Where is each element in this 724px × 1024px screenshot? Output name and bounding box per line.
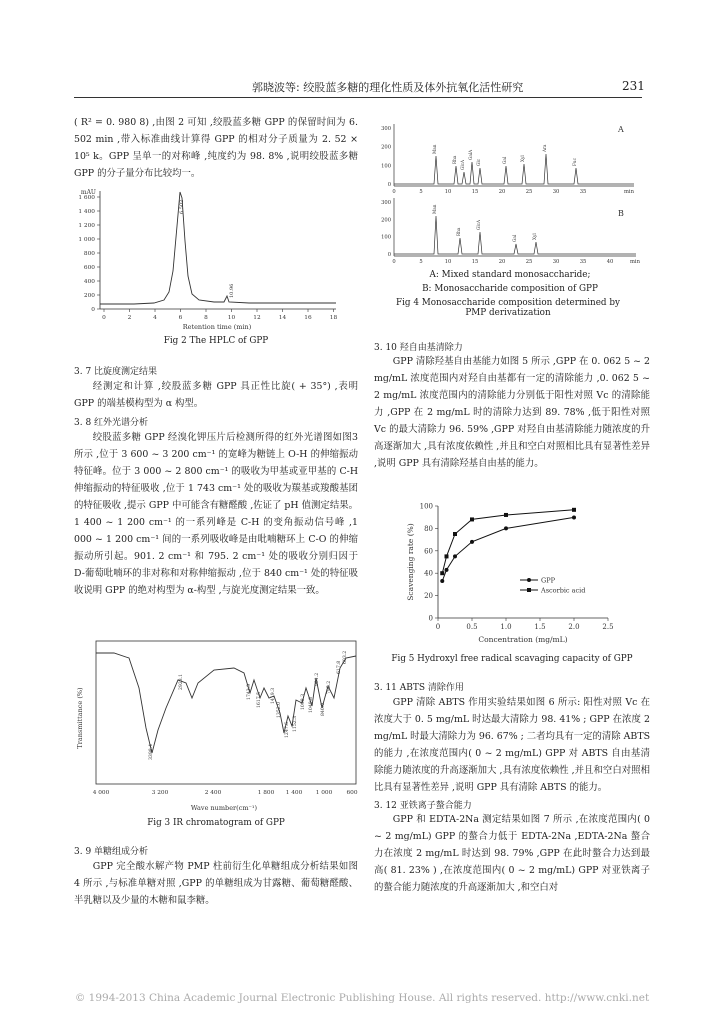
fig4-y-ticks-b (381, 200, 391, 258)
fig2-x-tick-label: 2 (127, 315, 132, 321)
fig5-point-gpp (440, 579, 444, 583)
fig3-peak-label: 1419.3 (271, 687, 276, 704)
fig4-y-tick-label: 100 (381, 234, 391, 241)
fig2-y-tick-label: 1 400 (78, 209, 95, 215)
fig3-caption: Fig 3 IR chromatogram of GPP (147, 818, 285, 828)
fig3-x-tick-label: 3 200 (151, 790, 169, 796)
fig4-x-tick-label: 5 (419, 189, 423, 195)
fig4-x-tick-label: 0 (392, 189, 396, 195)
fig5-x-tick-label: 1.5 (534, 623, 546, 631)
fig5-point-ascorbic (453, 532, 457, 536)
fig5-x-tick-label: 0 (435, 623, 441, 631)
fig5-legend (520, 577, 585, 595)
fig3-x-ticks (93, 790, 358, 796)
fig3-peak-label: 795.2 (327, 680, 332, 694)
fig2-y-tick-label: 1 600 (78, 195, 95, 201)
fig2-x-tick-label: 16 (304, 315, 312, 321)
fig4-x-tick-label: 40 (606, 259, 614, 265)
fig5-hydroxyl-chart (402, 500, 620, 650)
fig3-peak-label: 1247.6 (285, 721, 290, 738)
fig4-peak-label-a: Xyl (520, 155, 525, 162)
header-rule (74, 97, 642, 98)
fig4-panel-b: B (618, 209, 624, 218)
fig5-point-gpp (453, 554, 457, 558)
fig3-peak-label: 1743.9 (247, 683, 252, 700)
fig4-x-ticks-a (392, 189, 634, 195)
fig4-peak-labels-a (432, 144, 577, 170)
fig4-peak-label-b: Gal (512, 234, 517, 242)
fig5-point-gpp (572, 515, 576, 519)
fig2-y-tick-label: 800 (83, 251, 95, 257)
fig4-x-tick-label: 5 (419, 259, 423, 265)
section-3-7-title: 3. 7 比旋度测定结果 (74, 367, 158, 377)
fig4-x-tick-label: 0 (392, 259, 396, 265)
fig4-x-tick-label: 35 (579, 189, 587, 195)
fig3-ir-chart (74, 638, 358, 812)
fig3-x-tick-label: 600 (346, 790, 358, 796)
fig5-y-label: Scavenging rate (%) (406, 523, 415, 601)
fig2-x-tick-label: 18 (329, 315, 338, 321)
fig4-peak-label-a: Man (432, 144, 437, 154)
fig5-x-tick-label: 2.0 (568, 623, 580, 631)
fig4-y-tick-label: 200 (381, 144, 391, 151)
fig2-y-tick-label: 1 200 (78, 223, 95, 229)
fig2-x-tick-label: 6 (178, 315, 183, 321)
fig5-series (440, 508, 576, 583)
fig5-point-ascorbic (504, 513, 508, 517)
fig4-x-tick-label: 30 (552, 259, 560, 265)
fig5-y-tick-label: 0 (428, 614, 433, 623)
fig5-point-ascorbic (470, 517, 474, 521)
fig3-frame (96, 641, 356, 784)
fig5-point-gpp (470, 540, 474, 544)
section-3-8-title: 3. 8 红外光谱分析 (74, 418, 149, 428)
fig4-x-unit: min (630, 259, 640, 265)
fig4-y-tick-label: 0 (387, 182, 391, 188)
fig2-x-tick-label: 0 (102, 315, 106, 321)
fig4-x-tick-label: 30 (552, 189, 560, 195)
fig2-y-ticks (78, 195, 100, 313)
fig5-y-tick-label: 40 (424, 569, 433, 578)
fig5-point-gpp (445, 568, 449, 572)
section-3-12-title: 3. 12 亚铁离子螯合能力 (374, 801, 472, 811)
paragraph-abts: GPP 清除 ABTS 作用实验结果如图 6 所示: 阳性对照 Vc 在浓度大于 0. 5 mg/mL 时达最大清除力 98. 41% ; GPP 在浓度 2 mg/mL 时最大清除力为 96. 67% ; 二者均具有一定的清除 ABTS 的能力 ,在浓度范围内( 0 ~ 2 mg/mL) GPP 对 ABTS 自由基清除能力随浓度的升高逐渐加大 ,具有浓度依赖性 ,并且和空白对照相比具有显著性差异 ,说明 GPP 具有清除 ABTS 的能力。 (374, 697, 650, 793)
fig2-trace (100, 192, 336, 304)
fig2-y-tick-label: 1 000 (78, 237, 95, 243)
fig4-peak-label-b: Man (432, 204, 437, 214)
paragraph-monosaccharide: GPP 完全酸水解产物 PMP 柱前衍生化单糖组成分析结果如图 4 所示 ,与标准单糖对照 ,GPP 的单糖组成为甘露糖、葡萄糖醛酸、半乳糖以及少量的木糖和鼠李糖。 (74, 861, 358, 906)
fig5-y-tick-label: 100 (419, 502, 433, 511)
fig5-legend-marker (527, 578, 531, 582)
fig4-y-tick-label: 100 (381, 163, 391, 170)
fig4-y-tick-label: 0 (387, 252, 391, 258)
fig3-y-label: Transmittance (%) (76, 687, 84, 749)
fig4-peak-label-a: Fuc (572, 158, 577, 166)
fig3-x-tick-label: 1 000 (315, 790, 333, 796)
fig5-x-tick-label: 2.5 (602, 623, 614, 631)
fig2-y-tick-label: 0 (91, 307, 95, 313)
fig4-legend-a: A: Mixed standard monosaccharide; (429, 270, 591, 280)
fig4-x-unit: min (624, 189, 634, 195)
running-title: 郭晓波等: 绞股蓝多糖的理化性质及体外抗氧化活性研究 (252, 81, 524, 94)
fig4-peak-label-b: Rha (456, 227, 461, 236)
fig4-x-tick-label: 25 (525, 259, 533, 265)
fig4-peak-label-a: GlcA (460, 159, 465, 170)
fig4-x-tick-label: 20 (498, 259, 506, 265)
fig4-y-tick-label: 300 (381, 200, 391, 206)
paragraph-hydroxyl: GPP 清除羟基自由基能力如图 5 所示 ,GPP 在 0. 062 5 ~ 2 mg/mL 浓度范围内对羟自由基都有一定的清除能力 ,0. 062 5 ~ 2 mg/mL 浓度范围内的清除能力分别低于阳性对照 Vc 的清除能力 ,GPP 在 2 mg/mL 时的清除力达到 89. 78% ,低于阳性对照 Vc 的最大清除力 96. 59% ,GPP 对羟自由基清除能力随浓度的升高逐渐加大 ,具有浓度依赖性 ,并且和空白对照相比具有显著性差异 ,说明 GPP 具有清除羟基自由基的能力。 (374, 356, 650, 469)
fig4-x-tick-label: 35 (579, 259, 587, 265)
fig5-x-label: Concentration (mg/mL) (478, 635, 568, 644)
fig5-point-ascorbic (440, 571, 444, 575)
fig3-x-label: Wave number(cm⁻¹) (190, 804, 258, 812)
fig4-peak-label-a: Gal (502, 156, 507, 164)
fig4-peak-label-b: GlcA (476, 219, 481, 230)
fig4-panel-a: A (618, 125, 624, 134)
fig4-x-tick-label: 15 (471, 259, 479, 265)
fig5-legend-label: Ascorbic acid (541, 586, 586, 595)
fig4-x-tick-label: 10 (444, 259, 452, 265)
fig2-y-tick-label: 200 (83, 293, 95, 299)
paragraph-hplc-result: ( R² = 0. 980 8) ,由图 2 可知 ,绞股蓝多糖 GPP 的保留时间为 6. 502 min ,带入标准曲线计算得 GPP 的相对分子质量为 2. 52 × 10⁵ k。GPP 呈单一的对称峰 ,纯度约为 98. 8% ,说明绞股蓝多糖 GPP 的分子量分布比较均一。 (74, 117, 358, 179)
fig3-x-tick-label: 2 400 (204, 790, 222, 796)
fig5-y-tick-label: 80 (424, 524, 433, 533)
fig3-peak-label: 1617.5 (257, 691, 262, 708)
fig2-minor-peak-label: 10.96 (229, 283, 235, 298)
fig4-y-tick-label: 200 (381, 217, 391, 224)
fig2-x-tick-label: 8 (204, 315, 208, 321)
fig2-y-unit: mAU (80, 189, 96, 196)
fig5-caption: Fig 5 Hydroxyl free radical scavaging capacity of GPP (391, 654, 633, 664)
fig4-y-ticks-a (381, 126, 391, 188)
fig3-peak-labels (148, 651, 348, 760)
fig3-x-tick-label: 4 000 (92, 790, 110, 796)
fig2-hplc-chart (74, 186, 344, 336)
fig4-x-tick-label: 20 (498, 189, 506, 195)
fig3-x-tick-label: 1 800 (257, 790, 275, 796)
fig5-legend-marker (527, 588, 531, 592)
fig4-x-tick-label: 15 (471, 189, 479, 195)
fig2-y-tick-label: 600 (83, 265, 95, 271)
fig5-series-line (442, 510, 574, 573)
fig4-peak-label-a: Rha (452, 155, 457, 164)
fig2-caption: Fig 2 The HPLC of GPP (163, 336, 269, 346)
fig4-caption: Fig 4 Monosaccharide composition determined by PMP derivatization (396, 298, 620, 318)
fig4-peak-label-a: Glc (476, 158, 481, 166)
fig3-peak-label: 1352.0 (277, 701, 282, 718)
fig5-point-ascorbic (445, 554, 449, 558)
fig4-x-tick-label: 25 (525, 189, 533, 195)
fig4-trace-a (394, 154, 634, 184)
fig2-x-ticks (102, 309, 337, 321)
paragraph-optical-rotation: 经测定和计算 ,绞股蓝多糖 GPP 具正性比旋( + 35°) ,表明 GPP 的端基模构型为 α 构型。 (74, 381, 358, 409)
fig4-x-tick-label: 10 (444, 189, 452, 195)
fig3-peak-label: 1098.3 (301, 693, 306, 710)
fig3-trace (96, 650, 356, 753)
fig4-peak-label-b: Xyl (532, 233, 537, 240)
fig5-point-gpp (504, 526, 508, 530)
fig3-peak-label: 901.2 (315, 672, 320, 686)
section-3-11-title: 3. 11 ABTS 清除作用 (374, 683, 464, 693)
fig5-point-ascorbic (572, 508, 576, 512)
fig2-x-tick-label: 14 (278, 315, 287, 321)
fig5-x-tick-label: 1.0 (500, 623, 512, 631)
fig3-peak-label: 2923.1 (179, 673, 184, 690)
fig4-peak-label-a: GalA (468, 149, 473, 160)
copyright-footer: © 1994-2013 China Academic Journal Electronic Publishing House. All rights reserved. http://www.cnki.net (74, 992, 650, 1004)
fig4-peak-labels-b (432, 204, 537, 242)
fig4-y-tick-label: 300 (381, 126, 391, 132)
page-number: 231 (622, 79, 645, 93)
fig3-peak-label: 840.0 (321, 702, 326, 716)
section-3-9-title: 3. 9 单糖组成分析 (74, 847, 149, 857)
fig2-x-label: Retention time (min) (182, 323, 252, 331)
fig3-peak-label: 617.8 (337, 660, 342, 674)
fig4-x-ticks-b (392, 259, 640, 265)
fig4-monosaccharide-chart (374, 116, 646, 266)
fig5-y-tick-label: 60 (424, 547, 433, 556)
fig2-x-tick-label: 10 (227, 315, 236, 321)
fig2-peak-label: 6.502 (179, 199, 185, 214)
fig2-y-tick-label: 400 (83, 279, 95, 285)
fig5-x-tick-label: 0.5 (466, 623, 478, 631)
fig2-x-tick-label: 4 (153, 315, 157, 321)
fig4-legend-b: B: Monosaccharide composition of GPP (422, 284, 598, 294)
section-3-10-title: 3. 10 羟自由基清除力 (374, 343, 463, 353)
paragraph-ferrous-chelating: GPP 和 EDTA-2Na 测定结果如图 7 所示 ,在浓度范围内( 0 ~ 2 mg/mL) GPP 的螯合力低于 EDTA-2Na ,EDTA-2Na 螯合力在浓度 2 mg/mL 时达到 98. 79% ,GPP 在此时螯合力达到最高( 81. 23% ) ,在浓度范围内( 0 ~ 2 mg/mL) GPP 对亚铁离子的螯合能力随浓度的升高逐渐加大 ,和空白对 (374, 814, 650, 893)
fig2-x-tick-label: 12 (253, 315, 261, 321)
paragraph-ir-analysis: 绞股蓝多糖 GPP 经溴化钾压片后检测所得的红外光谱图如图3 所示 ,位于 3 600 ~ 3 200 cm⁻¹ 的宽峰为糖链上 O-H 的伸缩振动特征峰。位于 3 000 ~ 2 800 cm⁻¹ 的吸收为甲基或亚甲基的 C-H 伸缩振动的特征吸收 ,位于 1 743 cm⁻¹ 处的吸收为羰基或羧酸基团的特征吸收 ,提示 GPP 中可能含有糖醛酸 ,佐证了 pH 值测定结果。1 400 ~ 1 200 cm⁻¹ 的一系列峰是 C-H 的变角振动信号峰 ,1 000 ~ 1 200 cm⁻¹ 间的一系列吸收峰是由吡喃糖环上 C-O 的伸缩振动所引起。901. 2 cm⁻¹ 和 795. 2 cm⁻¹ 处的吸收分别归因于 D-葡萄吡喃环的非对称和对称伸缩振动 ,位于 840 cm⁻¹ 处的特征吸收说明 GPP 的绝对构型为 α-构型 ,与旋光度测定结果一致。 (74, 432, 358, 596)
running-header (0, 79, 724, 93)
fig3-peak-label: 3398.4 (149, 743, 154, 760)
fig3-x-tick-label: 1 400 (285, 790, 303, 796)
fig4-peak-label-a: Ara (542, 144, 547, 152)
fig5-y-tick-label: 20 (424, 592, 433, 601)
fig3-peak-label: 603.2 (343, 650, 348, 664)
fig5-series-line (442, 517, 574, 581)
fig3-peak-label: 1152.3 (293, 715, 298, 732)
fig5-legend-label: GPP (541, 576, 555, 585)
fig3-peak-label: 1049.8 (309, 696, 314, 713)
